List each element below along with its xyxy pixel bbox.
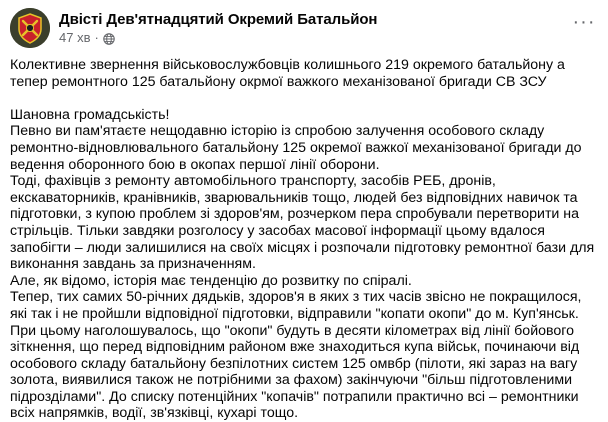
- more-options-icon[interactable]: ···: [572, 10, 596, 33]
- post-title: Колективне звернення військовослужбовців колишнього 219 окремого батальйону а тепер ремонтного 125 батальйону окрмої важкого механізованої бригади СВ ЗСУ: [10, 57, 565, 90]
- paragraph-gap: [10, 90, 600, 107]
- post-text: [10, 57, 600, 422]
- paragraph-2: Тоді, фахівців з ремонту автомобільного транспорту, засобів РЕБ, дронів, екскаваторників, кранівників, зварювальників тощо, людей без відповідних навичок та підготовки, з купою проблем зі здоров'ям, розчерком пера спробували перетворити на стрільців. Тільки завдяки розголосу у засобах масової інформації цьому вдалося запобігти – люди залишилися на своїх місцях і розпочали підготовку ремонтної бази для виконання завдань за призначенням.: [10, 173, 595, 273]
- post-meta: [59, 10, 377, 46]
- paragraph-greeting: Шановна громадськість!: [10, 106, 170, 123]
- page-avatar[interactable]: [10, 8, 50, 48]
- separator-dot: ·: [94, 30, 99, 45]
- battalion-emblem-icon: [10, 8, 50, 48]
- paragraph-3: Але, як відомо, історія має тенденцію до розвитку по спіралі.: [10, 272, 412, 289]
- page-name[interactable]: Двісті Дев'ятнадцятий Окремий Батальйон: [59, 11, 378, 28]
- post-subline: [59, 30, 377, 46]
- post-header: [10, 8, 377, 48]
- paragraph-4: Тепер, тих самих 50-річних дядьків, здоров'я в яких з тих часів звісно не покращилося, які так і не пройшли відповідної підготовки, відправили "копати окопи" до м. Куп'янськ. При цьому наголошувалось, що "окопи" будуть в десяти кілометрах від лінії бойового зіткнення, що перед відповідним районом вже знаходиться купа військ, починаючи від особового складу батальйону безпілотних систем 125 омвбр (пілоти, які зараз на вагу золота, виявилися також не потрібними за фахом) закінчуючи "більш підготовленими підрозділами". До списку потенційних "копачів" потрапили практично всі – ремонтники всіх напрямків, водії, зв'язківці, кухарі тощо.: [10, 289, 582, 422]
- paragraph-1: Певно ви пам'ятаєте нещодавню історію із спробою залучення особового складу ремонтно-відновлювального батальйону 125 окремої важкої механізованої бригади до ведення оборонного бою в окопах першої лінії оборони.: [10, 123, 582, 173]
- globe-icon[interactable]: [103, 33, 115, 45]
- post-timestamp[interactable]: 47 хв: [59, 30, 91, 45]
